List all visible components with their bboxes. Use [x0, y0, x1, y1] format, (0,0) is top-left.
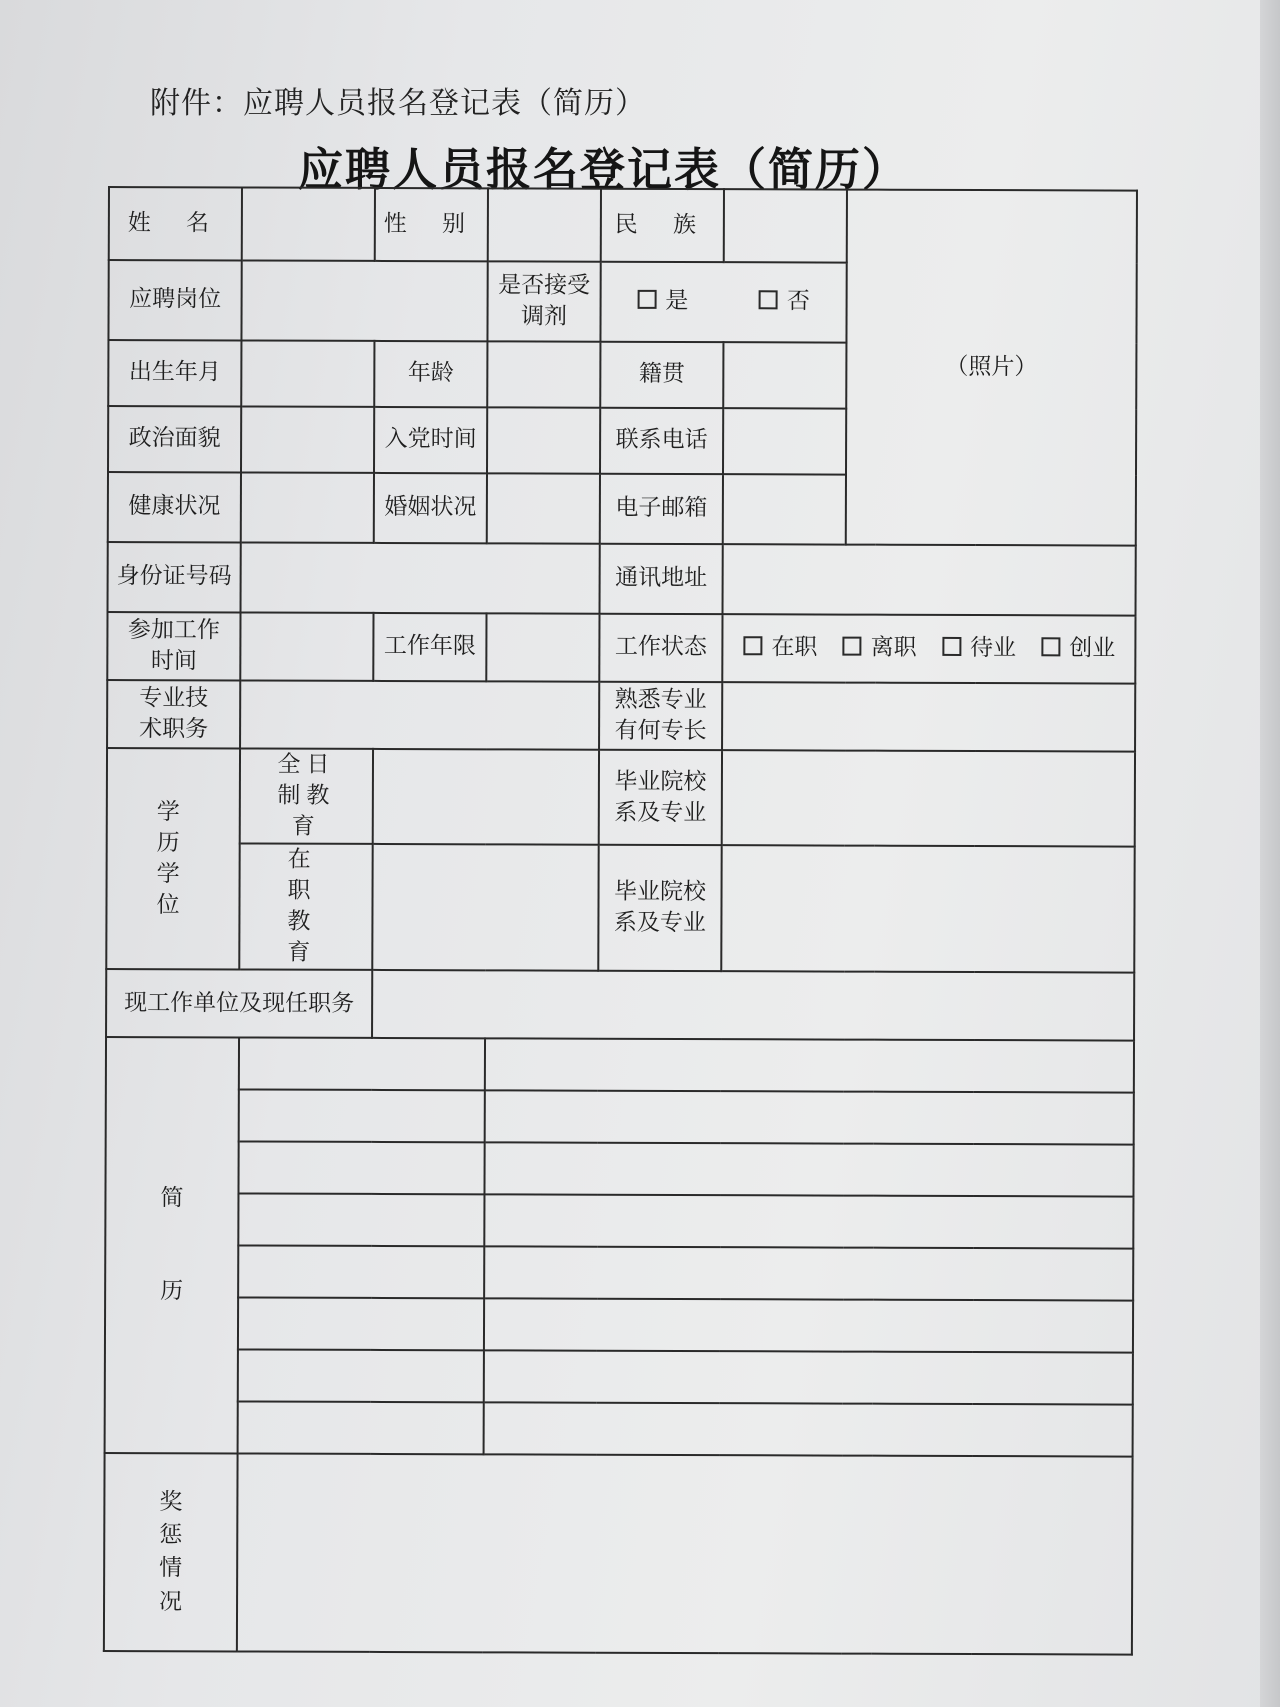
- gender-field[interactable]: [488, 188, 601, 261]
- address-label: 通讯地址: [600, 544, 723, 614]
- resume-entry-field[interactable]: [484, 1195, 1133, 1249]
- table-row: [105, 1349, 1133, 1405]
- marital-label: 婚姻状况: [374, 473, 487, 543]
- checkbox-employed[interactable]: [743, 635, 817, 661]
- resume-entry-field[interactable]: [485, 1039, 1134, 1093]
- position-label: 应聘岗位: [108, 260, 241, 340]
- work-status-options: [722, 614, 1135, 683]
- inservice-school-field[interactable]: [721, 845, 1134, 973]
- resume-label-char: 历: [160, 1278, 184, 1305]
- address-field[interactable]: [723, 544, 1136, 615]
- page-title: 应聘人员报名登记表（简历）: [298, 143, 910, 196]
- education-label: 学历学位: [106, 748, 240, 970]
- attachment-label: 附件：应聘人员报名登记表（简历）: [150, 86, 646, 121]
- party-date-label: 入党时间: [374, 407, 487, 473]
- table-row: [106, 1037, 1134, 1093]
- fulltime-school-field[interactable]: [722, 750, 1135, 847]
- id-number-label: 身份证号码: [108, 542, 241, 612]
- table-row: [105, 1401, 1133, 1457]
- checkbox-icon: [843, 637, 862, 656]
- work-status-label: 工作状态: [599, 614, 722, 682]
- party-date-field[interactable]: [487, 407, 600, 473]
- table-row: [108, 542, 1136, 616]
- adjust-label: 是否接受调剂: [487, 261, 600, 341]
- resume-label: [105, 1037, 239, 1453]
- resume-entry-field[interactable]: [484, 1351, 1133, 1405]
- resume-entry-field[interactable]: [484, 1403, 1133, 1457]
- checkbox-resigned[interactable]: [843, 635, 917, 661]
- table-row: [107, 612, 1135, 684]
- native-place-label: 籍贯: [600, 342, 723, 408]
- health-field[interactable]: [241, 472, 374, 542]
- table-row: [104, 1453, 1133, 1655]
- checkbox-icon: [942, 637, 961, 656]
- politics-label: 政治面貌: [108, 406, 241, 472]
- work-years-field[interactable]: [486, 613, 599, 681]
- status-option-label: 待业: [969, 635, 1017, 662]
- table-row: [105, 1141, 1133, 1197]
- status-option-label: 在职: [771, 634, 818, 661]
- work-start-field[interactable]: [240, 612, 373, 680]
- fulltime-edu-field[interactable]: [373, 749, 599, 845]
- name-field[interactable]: [242, 187, 375, 260]
- resume-entry-field[interactable]: [484, 1247, 1133, 1301]
- ethnicity-field[interactable]: [724, 189, 847, 262]
- table-row: [107, 680, 1135, 752]
- position-field[interactable]: [241, 260, 487, 341]
- work-start-label: 参加工作时间: [107, 612, 240, 680]
- birth-label: 出生年月: [108, 340, 241, 406]
- tech-title-field[interactable]: [240, 680, 599, 749]
- checkbox-icon: [637, 290, 656, 309]
- specialty-field[interactable]: [722, 682, 1135, 751]
- resume-label-char: 简: [160, 1185, 184, 1212]
- ethnicity-label: 民 族: [601, 189, 724, 262]
- email-label: 电子邮箱: [600, 474, 723, 544]
- current-employer-label: 现工作单位及现任职务: [106, 969, 372, 1038]
- checkbox-entrepreneur[interactable]: [1041, 636, 1115, 662]
- inservice-edu-field[interactable]: [372, 844, 598, 971]
- gender-label: 性 别: [375, 188, 488, 261]
- registration-form: [103, 186, 1136, 1615]
- form-table: [103, 186, 1138, 1656]
- checkbox-unemployed[interactable]: [942, 635, 1016, 661]
- health-label: 健康状况: [108, 472, 241, 542]
- table-row: [106, 1089, 1134, 1145]
- checkbox-icon: [759, 291, 778, 310]
- status-option-label: 创业: [1069, 635, 1116, 662]
- paper-edge: [1260, 0, 1280, 1707]
- phone-label: 联系电话: [600, 408, 723, 474]
- politics-field[interactable]: [241, 406, 374, 472]
- resume-date-field[interactable]: [238, 1194, 484, 1247]
- work-years-label: 工作年限: [373, 613, 486, 681]
- specialty-label: 熟悉专业有何专长: [599, 682, 722, 750]
- table-row: [107, 748, 1135, 847]
- name-label: 姓 名: [109, 187, 242, 260]
- tech-title-label: 专业技术职务: [107, 680, 240, 748]
- email-field[interactable]: [723, 474, 846, 544]
- yes-label: 是: [665, 288, 689, 315]
- table-row: [105, 1193, 1133, 1249]
- current-employer-field[interactable]: [372, 970, 1134, 1041]
- resume-entry-field[interactable]: [484, 1299, 1133, 1353]
- checkbox-no[interactable]: [759, 289, 810, 315]
- phone-field[interactable]: [723, 408, 846, 474]
- marital-field[interactable]: [487, 473, 600, 543]
- resume-date-field[interactable]: [239, 1090, 485, 1143]
- age-field[interactable]: [487, 341, 600, 407]
- checkbox-icon: [743, 637, 762, 656]
- table-row: [109, 187, 1137, 264]
- rewards-field[interactable]: [237, 1454, 1133, 1655]
- photo-box[interactable]: （照片）: [846, 190, 1137, 546]
- table-row: [106, 843, 1134, 973]
- rewards-label: 奖惩情况: [104, 1453, 238, 1651]
- birth-field[interactable]: [241, 340, 374, 406]
- status-option-label: 离职: [870, 635, 917, 662]
- resume-date-field[interactable]: [238, 1142, 484, 1195]
- resume-date-field[interactable]: [238, 1246, 484, 1299]
- resume-date-field[interactable]: [238, 1402, 484, 1455]
- native-place-field[interactable]: [723, 342, 846, 408]
- resume-entry-field[interactable]: [485, 1091, 1134, 1145]
- table-row: [106, 969, 1134, 1041]
- inservice-edu-label: 在职教育: [239, 844, 372, 971]
- resume-date-field[interactable]: [238, 1350, 484, 1403]
- resume-date-field[interactable]: [239, 1038, 485, 1091]
- resume-date-field[interactable]: [238, 1298, 484, 1351]
- table-row: [105, 1245, 1133, 1301]
- checkbox-icon: [1041, 638, 1060, 657]
- fulltime-school-label: 毕业院校系及专业: [599, 750, 722, 846]
- table-row: [105, 1297, 1133, 1353]
- inservice-school-label: 毕业院校系及专业: [598, 845, 721, 972]
- resume-entry-field[interactable]: [484, 1143, 1133, 1197]
- fulltime-edu-label: 全日制教育: [240, 748, 373, 844]
- id-number-field[interactable]: [241, 542, 600, 613]
- adjust-options: [600, 262, 846, 343]
- age-label: 年龄: [374, 341, 487, 407]
- no-label: 否: [786, 288, 810, 315]
- checkbox-yes[interactable]: [637, 288, 688, 314]
